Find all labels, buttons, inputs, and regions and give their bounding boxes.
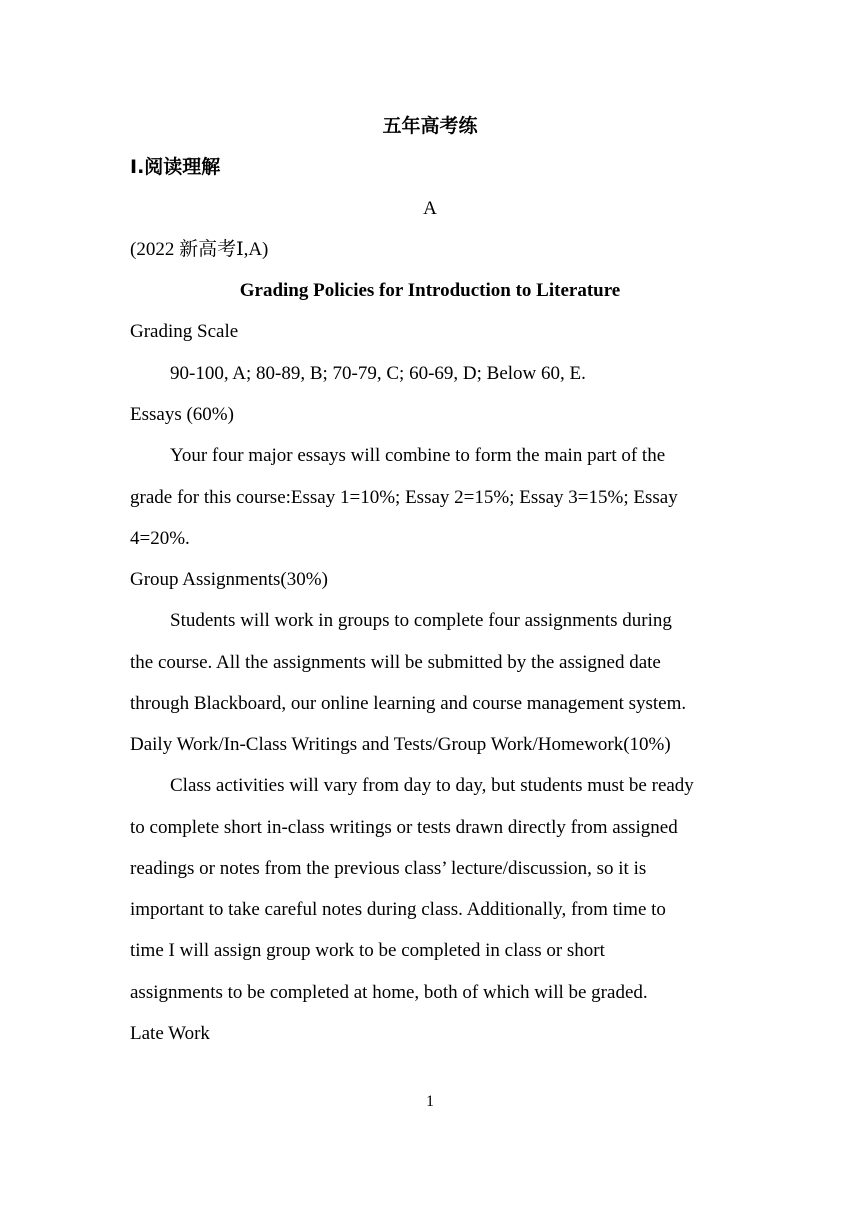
subheading-essays: Essays (60%) <box>130 404 234 425</box>
section-heading: Ⅰ.阅读理解 <box>130 156 221 178</box>
paragraph-line: important to take careful notes during class. Additionally, from time to <box>130 899 666 920</box>
part-label: A <box>423 198 437 219</box>
source-citation: (2022 新高考Ⅰ,A) <box>130 239 269 260</box>
subheading-daily-work: Daily Work/In-Class Writings and Tests/Group Work/Homework(10%) <box>130 734 671 755</box>
paragraph-line: 4=20%. <box>130 528 190 549</box>
paragraph-line: 90-100, A; 80-89, B; 70-79, C; 60-69, D; Below 60, E. <box>170 363 586 384</box>
page-number: 1 <box>426 1093 434 1110</box>
subheading-late-work: Late Work <box>130 1023 210 1044</box>
paragraph-line: Students will work in groups to complete four assignments during <box>170 610 672 631</box>
subheading-group-assignments: Group Assignments(30%) <box>130 569 328 590</box>
subheading-grading-scale: Grading Scale <box>130 321 239 342</box>
paragraph-line: Class activities will vary from day to day, but students must be ready <box>170 775 694 796</box>
paragraph-line: grade for this course:Essay 1=10%; Essay 2=15%; Essay 3=15%; Essay <box>130 487 678 508</box>
paragraph-line: Your four major essays will combine to form the main part of the <box>170 445 666 466</box>
paragraph-line: through Blackboard, our online learning and course management system. <box>130 693 687 714</box>
paragraph-line: to complete short in-class writings or tests drawn directly from assigned <box>130 817 678 838</box>
paragraph-line: the course. All the assignments will be submitted by the assigned date <box>130 652 661 673</box>
article-title: Grading Policies for Introduction to Literature <box>239 280 621 301</box>
page-title: 五年高考练 <box>382 115 478 137</box>
paragraph-line: time I will assign group work to be completed in class or short <box>130 940 605 961</box>
paragraph-line: readings or notes from the previous class’ lecture/discussion, so it is <box>130 858 647 879</box>
paragraph-line: assignments to be completed at home, both of which will be graded. <box>130 982 648 1003</box>
